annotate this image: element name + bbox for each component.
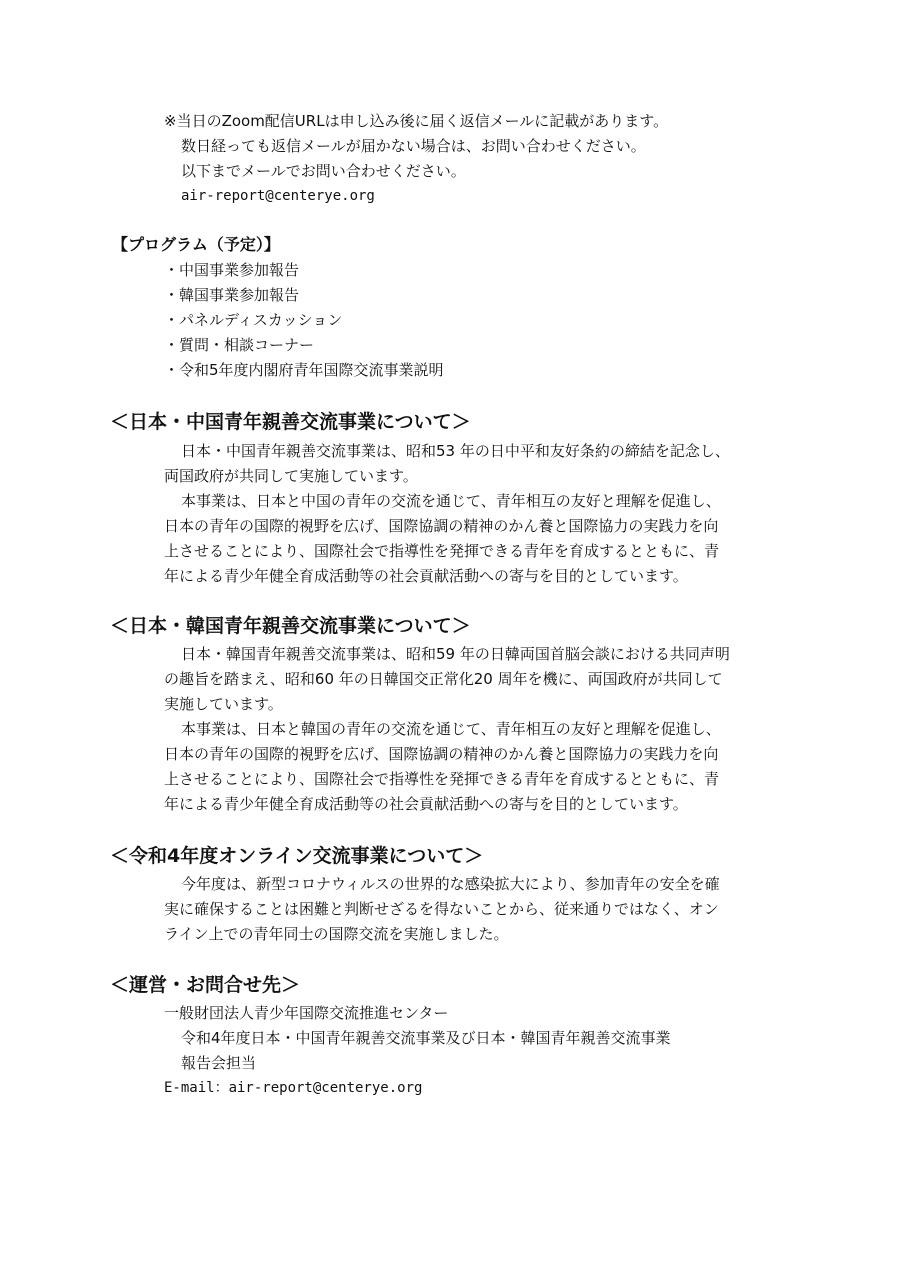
- zoom-notice-line-2: 数日経っても返信メールが届かない場合は、お問い合わせください。: [181, 137, 646, 155]
- contact-organization: 一般財団法人青少年国際交流推進センター: [164, 1004, 449, 1022]
- contact-department-line-1: 令和4年度日本・中国青年親善交流事業及び日本・韓国青年親善交流事業: [181, 1029, 671, 1047]
- korea-paragraph-line: 本事業は、日本と韓国の青年の交流を通じて、青年相互の友好と理解を促進し、: [181, 720, 721, 738]
- online-paragraph-line: 実に確保することは困難と判断せざるを得ないことから、従来通りではなく、オン: [164, 900, 719, 918]
- china-paragraph-line: 日本の青年の国際的視野を広げ、国際協調の精神のかん養と国際協力の実践力を向: [164, 517, 719, 535]
- korea-paragraph-line: の趣旨を踏まえ、昭和60 年の日韓国交正常化20 周年を機に、両国政府が共同して: [164, 670, 723, 688]
- program-heading: 【プログラム（予定）】: [112, 235, 280, 254]
- korea-paragraph-line: 日本の青年の国際的視野を広げ、国際協調の精神のかん養と国際協力の実践力を向: [164, 745, 719, 763]
- korea-paragraph-line: 日本・韓国青年親善交流事業は、昭和59 年の日韓両国首脳会談における共同声明: [181, 645, 730, 663]
- program-item: ・質問・相談コーナー: [164, 336, 315, 354]
- china-paragraph-line: 本事業は、日本と中国の青年の交流を通じて、青年相互の友好と理解を促進し、: [181, 492, 721, 510]
- program-item: ・韓国事業参加報告: [164, 286, 300, 304]
- zoom-notice-line-3: 以下までメールでお問い合わせください。: [181, 162, 466, 180]
- online-paragraph-line: 今年度は、新型コロナウィルスの世界的な感染拡大により、参加青年の安全を確: [181, 875, 720, 893]
- online-section-heading: ＜令和4年度オンライン交流事業について＞: [110, 845, 484, 867]
- china-paragraph-line: 上させることにより、国際社会で指導性を発揮できる青年を育成するとともに、青: [164, 542, 720, 560]
- korea-paragraph-line: 実施しています。: [164, 695, 283, 713]
- online-paragraph-line: ライン上での青年同士の国際交流を実施しました。: [164, 925, 509, 943]
- china-paragraph-line: 両国政府が共同して実施しています。: [164, 467, 418, 485]
- china-paragraph-line: 日本・中国青年親善交流事業は、昭和53 年の日中平和友好条約の締結を記念し、: [181, 442, 730, 460]
- contact-department-line-2: 報告会担当: [181, 1054, 257, 1072]
- china-section-heading: ＜日本・中国青年親善交流事業について＞: [110, 411, 471, 433]
- contact-email-link[interactable]: E-mail：air-report@centerye.org: [164, 1080, 423, 1096]
- korea-paragraph-line: 年による青少年健全育成活動等の社会貢献活動への寄与を目的としています。: [164, 795, 688, 813]
- notice-email-link[interactable]: air-report@centerye.org: [181, 188, 375, 204]
- korea-section-heading: ＜日本・韓国青年親善交流事業について＞: [110, 615, 471, 637]
- contact-section-heading: ＜運営・お問合せ先＞: [110, 974, 301, 996]
- korea-paragraph-line: 上させることにより、国際社会で指導性を発揮できる青年を育成するとともに、青: [164, 770, 720, 788]
- china-paragraph-line: 年による青少年健全育成活動等の社会貢献活動への寄与を目的としています。: [164, 567, 688, 585]
- zoom-notice-line-1: ※当日のZoom配信URLは申し込み後に届く返信メールに記載があります。: [164, 112, 669, 130]
- program-item: ・パネルディスカッション: [164, 311, 343, 329]
- program-item: ・中国事業参加報告: [164, 261, 300, 279]
- program-item: ・令和5年度内閣府青年国際交流事業説明: [164, 361, 444, 379]
